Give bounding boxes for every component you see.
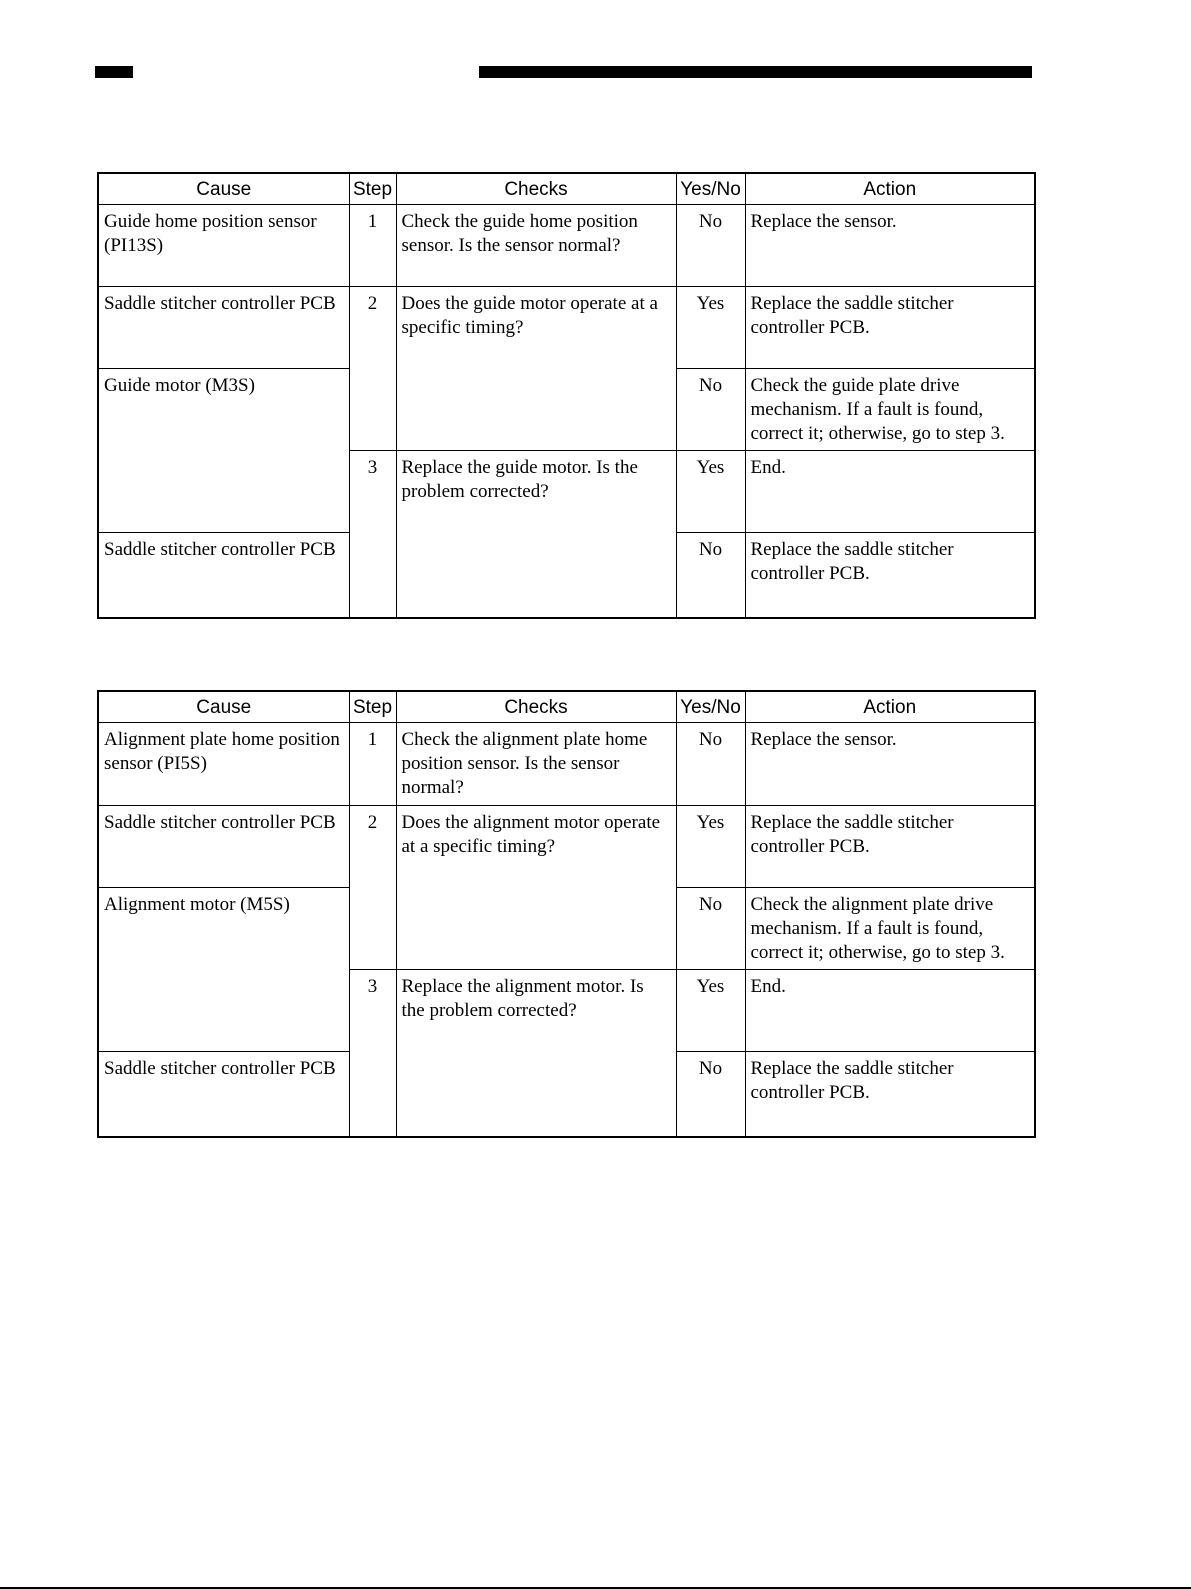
cause-cell: Saddle stitcher controller PCB bbox=[98, 533, 349, 619]
action-cell: Replace the sensor. bbox=[745, 205, 1035, 287]
yesno-cell: No bbox=[676, 533, 745, 619]
yesno-cell: No bbox=[676, 1052, 745, 1138]
action-cell: Replace the saddle stitcher controller PCB. bbox=[745, 1052, 1035, 1138]
header-cause: Cause bbox=[98, 173, 349, 205]
checks-cell: Check the alignment plate home position sensor. Is the sensor normal? bbox=[396, 723, 676, 806]
step-cell: 1 bbox=[349, 205, 396, 287]
table-row bbox=[98, 806, 1035, 888]
cause-cell: Saddle stitcher controller PCB bbox=[98, 806, 349, 888]
troubleshooting-table-guide bbox=[97, 172, 1036, 619]
cause-cell: Alignment motor (M5S) bbox=[98, 888, 349, 1052]
checks-cell: Does the alignment motor operate at a specific timing? bbox=[396, 806, 676, 970]
header-yesno: Yes/No bbox=[676, 691, 745, 723]
action-cell: Check the alignment plate drive mechanism. If a fault is found, correct it; otherwise, go to step 3. bbox=[745, 888, 1035, 970]
cause-cell: Guide home position sensor (PI13S) bbox=[98, 205, 349, 287]
checks-cell: Replace the alignment motor. Is the problem corrected? bbox=[396, 970, 676, 1138]
header-bar-left bbox=[95, 66, 133, 78]
step-cell: 3 bbox=[349, 451, 396, 619]
header-checks: Checks bbox=[396, 173, 676, 205]
yesno-cell: No bbox=[676, 205, 745, 287]
action-cell: Replace the saddle stitcher controller PCB. bbox=[745, 806, 1035, 888]
cause-cell: Alignment plate home position sensor (PI5S) bbox=[98, 723, 349, 806]
yesno-cell: Yes bbox=[676, 806, 745, 888]
action-cell: End. bbox=[745, 451, 1035, 533]
action-cell: Replace the saddle stitcher controller PCB. bbox=[745, 287, 1035, 369]
yesno-cell: Yes bbox=[676, 451, 745, 533]
yesno-cell: Yes bbox=[676, 287, 745, 369]
header-action: Action bbox=[745, 691, 1035, 723]
header-bar-right bbox=[479, 66, 1032, 78]
yesno-cell: Yes bbox=[676, 970, 745, 1052]
action-cell: End. bbox=[745, 970, 1035, 1052]
yesno-cell: No bbox=[676, 723, 745, 806]
yesno-cell: No bbox=[676, 369, 745, 451]
checks-cell: Does the guide motor operate at a specific timing? bbox=[396, 287, 676, 451]
header-step: Step bbox=[349, 691, 396, 723]
cause-cell: Saddle stitcher controller PCB bbox=[98, 1052, 349, 1138]
step-cell: 2 bbox=[349, 287, 396, 451]
checks-cell: Replace the guide motor. Is the problem corrected? bbox=[396, 451, 676, 619]
header-cause: Cause bbox=[98, 691, 349, 723]
header-yesno: Yes/No bbox=[676, 173, 745, 205]
header-action: Action bbox=[745, 173, 1035, 205]
table-header-row bbox=[98, 691, 1035, 723]
cause-cell: Guide motor (M3S) bbox=[98, 369, 349, 533]
header-checks: Checks bbox=[396, 691, 676, 723]
step-cell: 2 bbox=[349, 806, 396, 970]
action-cell: Replace the sensor. bbox=[745, 723, 1035, 806]
header-step: Step bbox=[349, 173, 396, 205]
cause-cell: Saddle stitcher controller PCB bbox=[98, 287, 349, 369]
yesno-cell: No bbox=[676, 888, 745, 970]
table-row bbox=[98, 205, 1035, 287]
troubleshooting-table-alignment bbox=[97, 690, 1036, 1138]
action-cell: Check the guide plate drive mechanism. If a fault is found, correct it; otherwise, go to step 3. bbox=[745, 369, 1035, 451]
table-row bbox=[98, 723, 1035, 806]
table-row bbox=[98, 287, 1035, 369]
table-header-row bbox=[98, 173, 1035, 205]
checks-cell: Check the guide home position sensor. Is the sensor normal? bbox=[396, 205, 676, 287]
step-cell: 3 bbox=[349, 970, 396, 1138]
action-cell: Replace the saddle stitcher controller PCB. bbox=[745, 533, 1035, 619]
step-cell: 1 bbox=[349, 723, 396, 806]
